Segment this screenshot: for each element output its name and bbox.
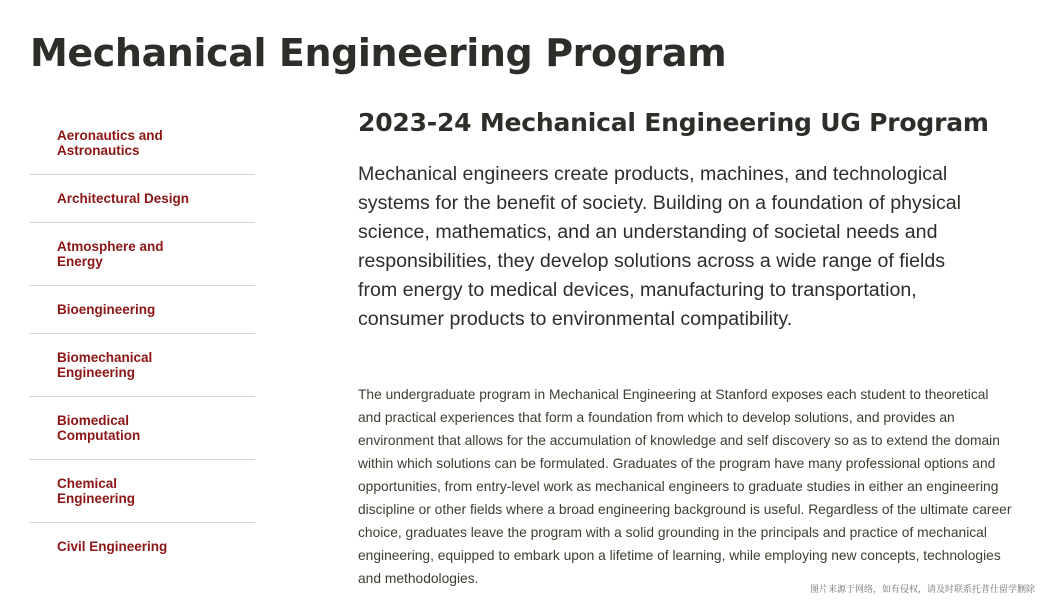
sidebar-link-chemical-engineering[interactable]: Chemical Engineering <box>57 476 136 506</box>
sidebar-item-atmosphere-and-energy <box>29 223 255 286</box>
sidebar-link-architectural-design[interactable]: Architectural Design <box>57 191 190 206</box>
sidebar-link-bioengineering[interactable]: Bioengineering <box>57 302 156 317</box>
sidebar-link-aeronautics-and-astronautics[interactable]: Aeronautics and Astronautics <box>57 128 163 158</box>
sidebar-item-biomedical-computation <box>29 397 255 460</box>
sidebar-item-architectural-design <box>29 175 255 223</box>
sidebar-item-bioengineering <box>29 286 255 334</box>
page-title: Mechanical Engineering Program <box>30 31 727 75</box>
sidebar-item-aeronautics-and-astronautics <box>29 112 255 175</box>
program-description: The undergraduate program in Mechanical Engineering at Stanford exposes each student to theoretical and practical experiences that form a foundation from which to develop solutions, and provides an environment that allows for the accumulation of knowledge and self discovery so as to extend the domain within which solutions can be formulated. Graduates of the program have many professional options and opportunities, from entry-level work as mechanical engineers to graduate studies in either an engineering discipline or other fields where a broad engineering background is useful. Regardless of the ultimate career choice, graduates leave the program with a solid grounding in the principals and practice of mechanical engineering, equipped to embark upon a lifetime of learning, while employing new concepts, technologies and methodologies. <box>358 387 1012 586</box>
intro-paragraph: Mechanical engineers create products, machines, and technological systems for the benefit of society. Building on a foundation of physical science, mathematics, and an understanding of societal needs and responsibilities, they develop solutions across a wide range of fields from energy to medical devices, manufacturing to transportation, consumer products to environmental compatibility. <box>358 163 962 330</box>
watermark-text: 图片来源于网络，如有侵权，请及时联系托普仕留学删除 <box>809 584 1035 594</box>
sidebar-nav <box>29 112 255 570</box>
sidebar-item-chemical-engineering <box>29 460 255 523</box>
sidebar-link-atmosphere-and-energy[interactable]: Atmosphere and Energy <box>57 239 164 269</box>
main-content <box>358 105 1018 590</box>
sidebar-link-biomedical-computation[interactable]: Biomedical Computation <box>57 413 141 443</box>
sidebar-link-biomechanical-engineering[interactable]: Biomechanical Engineering <box>57 350 153 380</box>
program-heading: 2023-24 Mechanical Engineering UG Program <box>358 108 989 137</box>
sidebar-item-civil-engineering <box>29 523 255 570</box>
sidebar-item-biomechanical-engineering <box>29 334 255 397</box>
sidebar-link-civil-engineering[interactable]: Civil Engineering <box>57 539 168 554</box>
